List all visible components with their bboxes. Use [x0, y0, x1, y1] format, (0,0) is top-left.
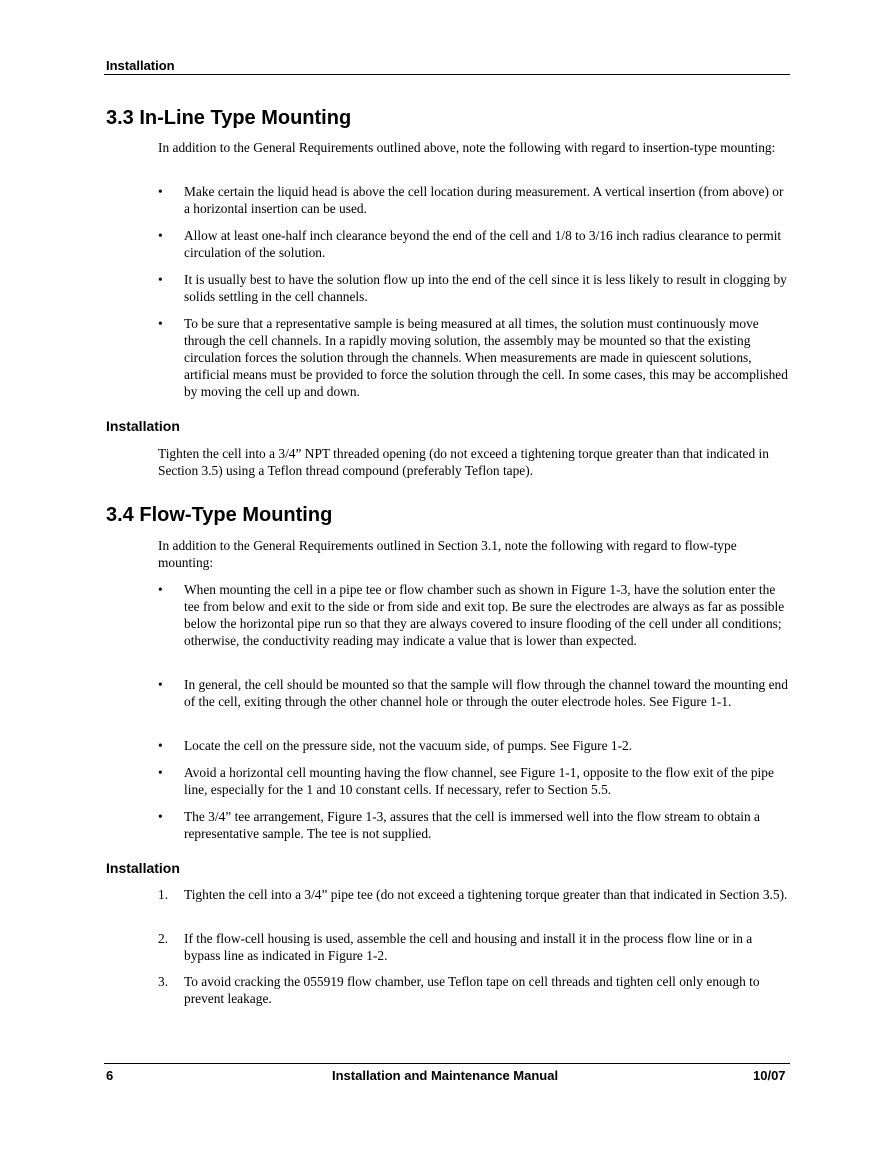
bullet-marker: • — [158, 677, 163, 692]
bullet-marker: • — [158, 228, 163, 243]
section-3-4-heading: 3.4 Flow-Type Mounting — [106, 504, 333, 526]
list-item-text: Allow at least one-half inch clearance beyond the end of the cell and 1/8 to 3/16 inch radius clearance to permit circulation of the solution. — [184, 228, 782, 260]
section-3-3-intro: In addition to the General Requirements outlined above, note the following with regard to insertion-type mounting: — [158, 140, 776, 155]
bullet-marker: • — [158, 316, 163, 331]
section-3-3-heading: 3.3 In-Line Type Mounting — [106, 107, 352, 129]
list-item-text: Make certain the liquid head is above the cell location during measurement. A vertical insertion (from above) or a horizontal insertion can be used. — [184, 184, 784, 216]
bullet-marker: • — [158, 582, 163, 597]
list-item-text: In general, the cell should be mounted so that the sample will flow through the channel toward the mounting end of the cell, exiting through the other channel hole or through the outer electrode holes. See Figure 1-1. — [184, 677, 788, 709]
step-text: If the flow-cell housing is used, assemble the cell and housing and install it in the process flow line or in a bypass line as indicated in Figure 1-2. — [184, 931, 753, 963]
step-number: 2. — [158, 931, 169, 946]
section-3-4-intro: In addition to the General Requirements outlined in Section 3.1, note the following with regard to flow-type mounting: — [158, 538, 737, 570]
step-text: Tighten the cell into a 3/4” pipe tee (do not exceed a tightening torque greater than that indicated in Section 3.5). — [184, 887, 788, 902]
bullet-marker: • — [158, 738, 163, 753]
bullet-marker: • — [158, 272, 163, 287]
footer-date: 10/07 — [753, 1068, 786, 1083]
section-3-4-installation-heading: Installation — [106, 860, 180, 876]
list-item-text: It is usually best to have the solution flow up into the end of the cell since it is less likely to result in clogging by solids settling in the cell channels. — [184, 272, 787, 304]
bullet-marker: • — [158, 765, 163, 780]
section-3-3-installation-heading: Installation — [106, 418, 180, 434]
header-rule — [104, 74, 790, 75]
list-item-text: To be sure that a representative sample is being measured at all times, the solution must continuously move through the cell channels. In a rapidly moving solution, the assembly may be mounted so that the existing circulation forces the solution through the channels. When measurements are made in quiescent solutions, artificial means must be provided to force the solution through the cell. In some cases, this may be accomplished by moving the cell up and down. — [184, 316, 788, 399]
step-number: 3. — [158, 974, 169, 989]
bullet-marker: • — [158, 809, 163, 824]
footer-title: Installation and Maintenance Manual — [332, 1068, 559, 1083]
page-header-label: Installation — [106, 58, 175, 73]
list-item-text: Locate the cell on the pressure side, not the vacuum side, of pumps. See Figure 1-2. — [184, 738, 633, 753]
bullet-marker: • — [158, 184, 163, 199]
section-3-3-installation-text: Tighten the cell into a 3/4” NPT threaded opening (do not exceed a tightening torque greater than that indicated in Section 3.5) using a Teflon thread compound (preferably Teflon tape). — [158, 446, 769, 478]
list-item-text: Avoid a horizontal cell mounting having the flow channel, see Figure 1-1, opposite to the flow exit of the pipe line, especially for the 1 and 10 constant cells. If necessary, refer to Section 5.5. — [184, 765, 774, 797]
step-number: 1. — [158, 887, 169, 902]
list-item-text: When mounting the cell in a pipe tee or flow chamber such as shown in Figure 1-3, have the solution enter the tee from below and exit to the side or from side and exit top. Be sure the electrodes are always as far as possible below the horizontal pipe run so that they are always covered to insure flooding of the cell under all conditions; otherwise, the conductivity reading may indicate a value that is lower than expected. — [184, 582, 785, 648]
footer-page-number: 6 — [106, 1068, 114, 1083]
step-text: To avoid cracking the 055919 flow chamber, use Teflon tape on cell threads and tighten cell only enough to prevent leakage. — [184, 974, 760, 1006]
list-item-text: The 3/4” tee arrangement, Figure 1-3, assures that the cell is immersed well into the flow stream to obtain a representative sample. The tee is not supplied. — [184, 809, 760, 841]
footer-rule — [104, 1063, 790, 1064]
